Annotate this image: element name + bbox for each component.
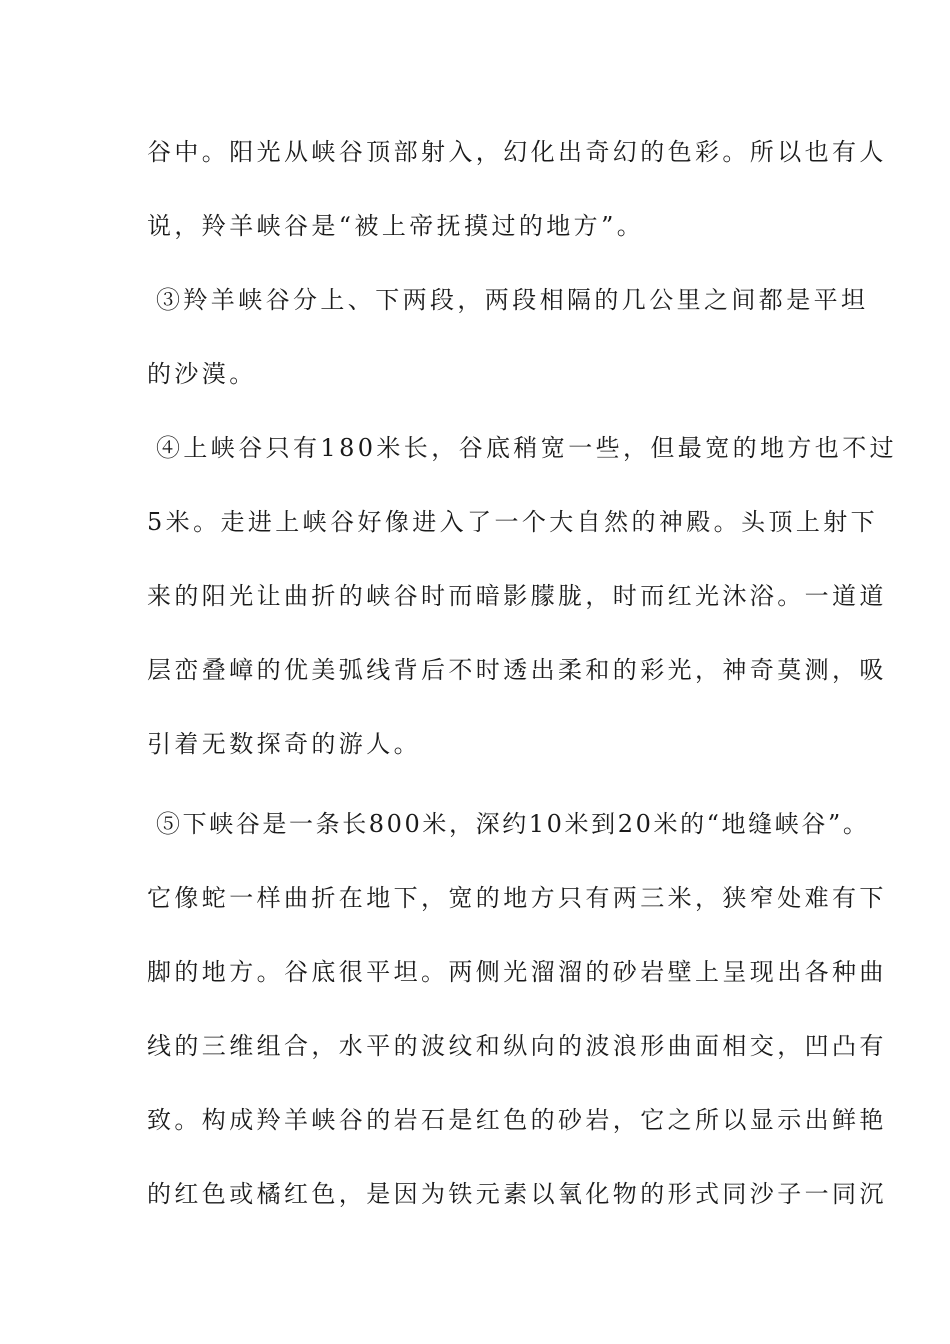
paragraph-line: 线的三维组合，水平的波纹和纵向的波浪形曲面相交，凹凸有 xyxy=(147,1032,887,1060)
paragraph-line: 的沙漠。 xyxy=(147,360,257,388)
paragraph-line: 谷中。阳光从峡谷顶部射入，幻化出奇幻的色彩。所以也有人 xyxy=(147,138,887,166)
paragraph-line: ③羚羊峡谷分上、下两段，两段相隔的几公里之间都是平坦 xyxy=(156,286,869,314)
paragraph-line: 它像蛇一样曲折在地下，宽的地方只有两三米，狭窄处难有下 xyxy=(147,884,887,912)
paragraph-line: 来的阳光让曲折的峡谷时而暗影朦胧，时而红光沐浴。一道道 xyxy=(147,582,887,610)
paragraph-line: 层峦叠嶂的优美弧线背后不时透出柔和的彩光，神奇莫测，吸 xyxy=(147,656,887,684)
paragraph-line: ⑤下峡谷是一条长800米，深约10米到20米的“地缝峡谷”。 xyxy=(156,810,870,838)
paragraph-line: 5米。走进上峡谷好像进入了一个大自然的神殿。头顶上射下 xyxy=(147,508,879,536)
paragraph-line: 脚的地方。谷底很平坦。两侧光溜溜的砂岩壁上呈现出各种曲 xyxy=(147,958,887,986)
paragraph-line: 引着无数探奇的游人。 xyxy=(147,730,421,758)
paragraph-line: ④上峡谷只有180米长，谷底稍宽一些，但最宽的地方也不过 xyxy=(156,434,898,462)
paragraph-line: 说，羚羊峡谷是“被上帝抚摸过的地方”。 xyxy=(147,212,645,240)
paragraph-line: 致。构成羚羊峡谷的岩石是红色的砂岩，它之所以显示出鲜艳 xyxy=(147,1106,887,1134)
paragraph-line: 的红色或橘红色，是因为铁元素以氧化物的形式同沙子一同沉 xyxy=(147,1180,887,1208)
